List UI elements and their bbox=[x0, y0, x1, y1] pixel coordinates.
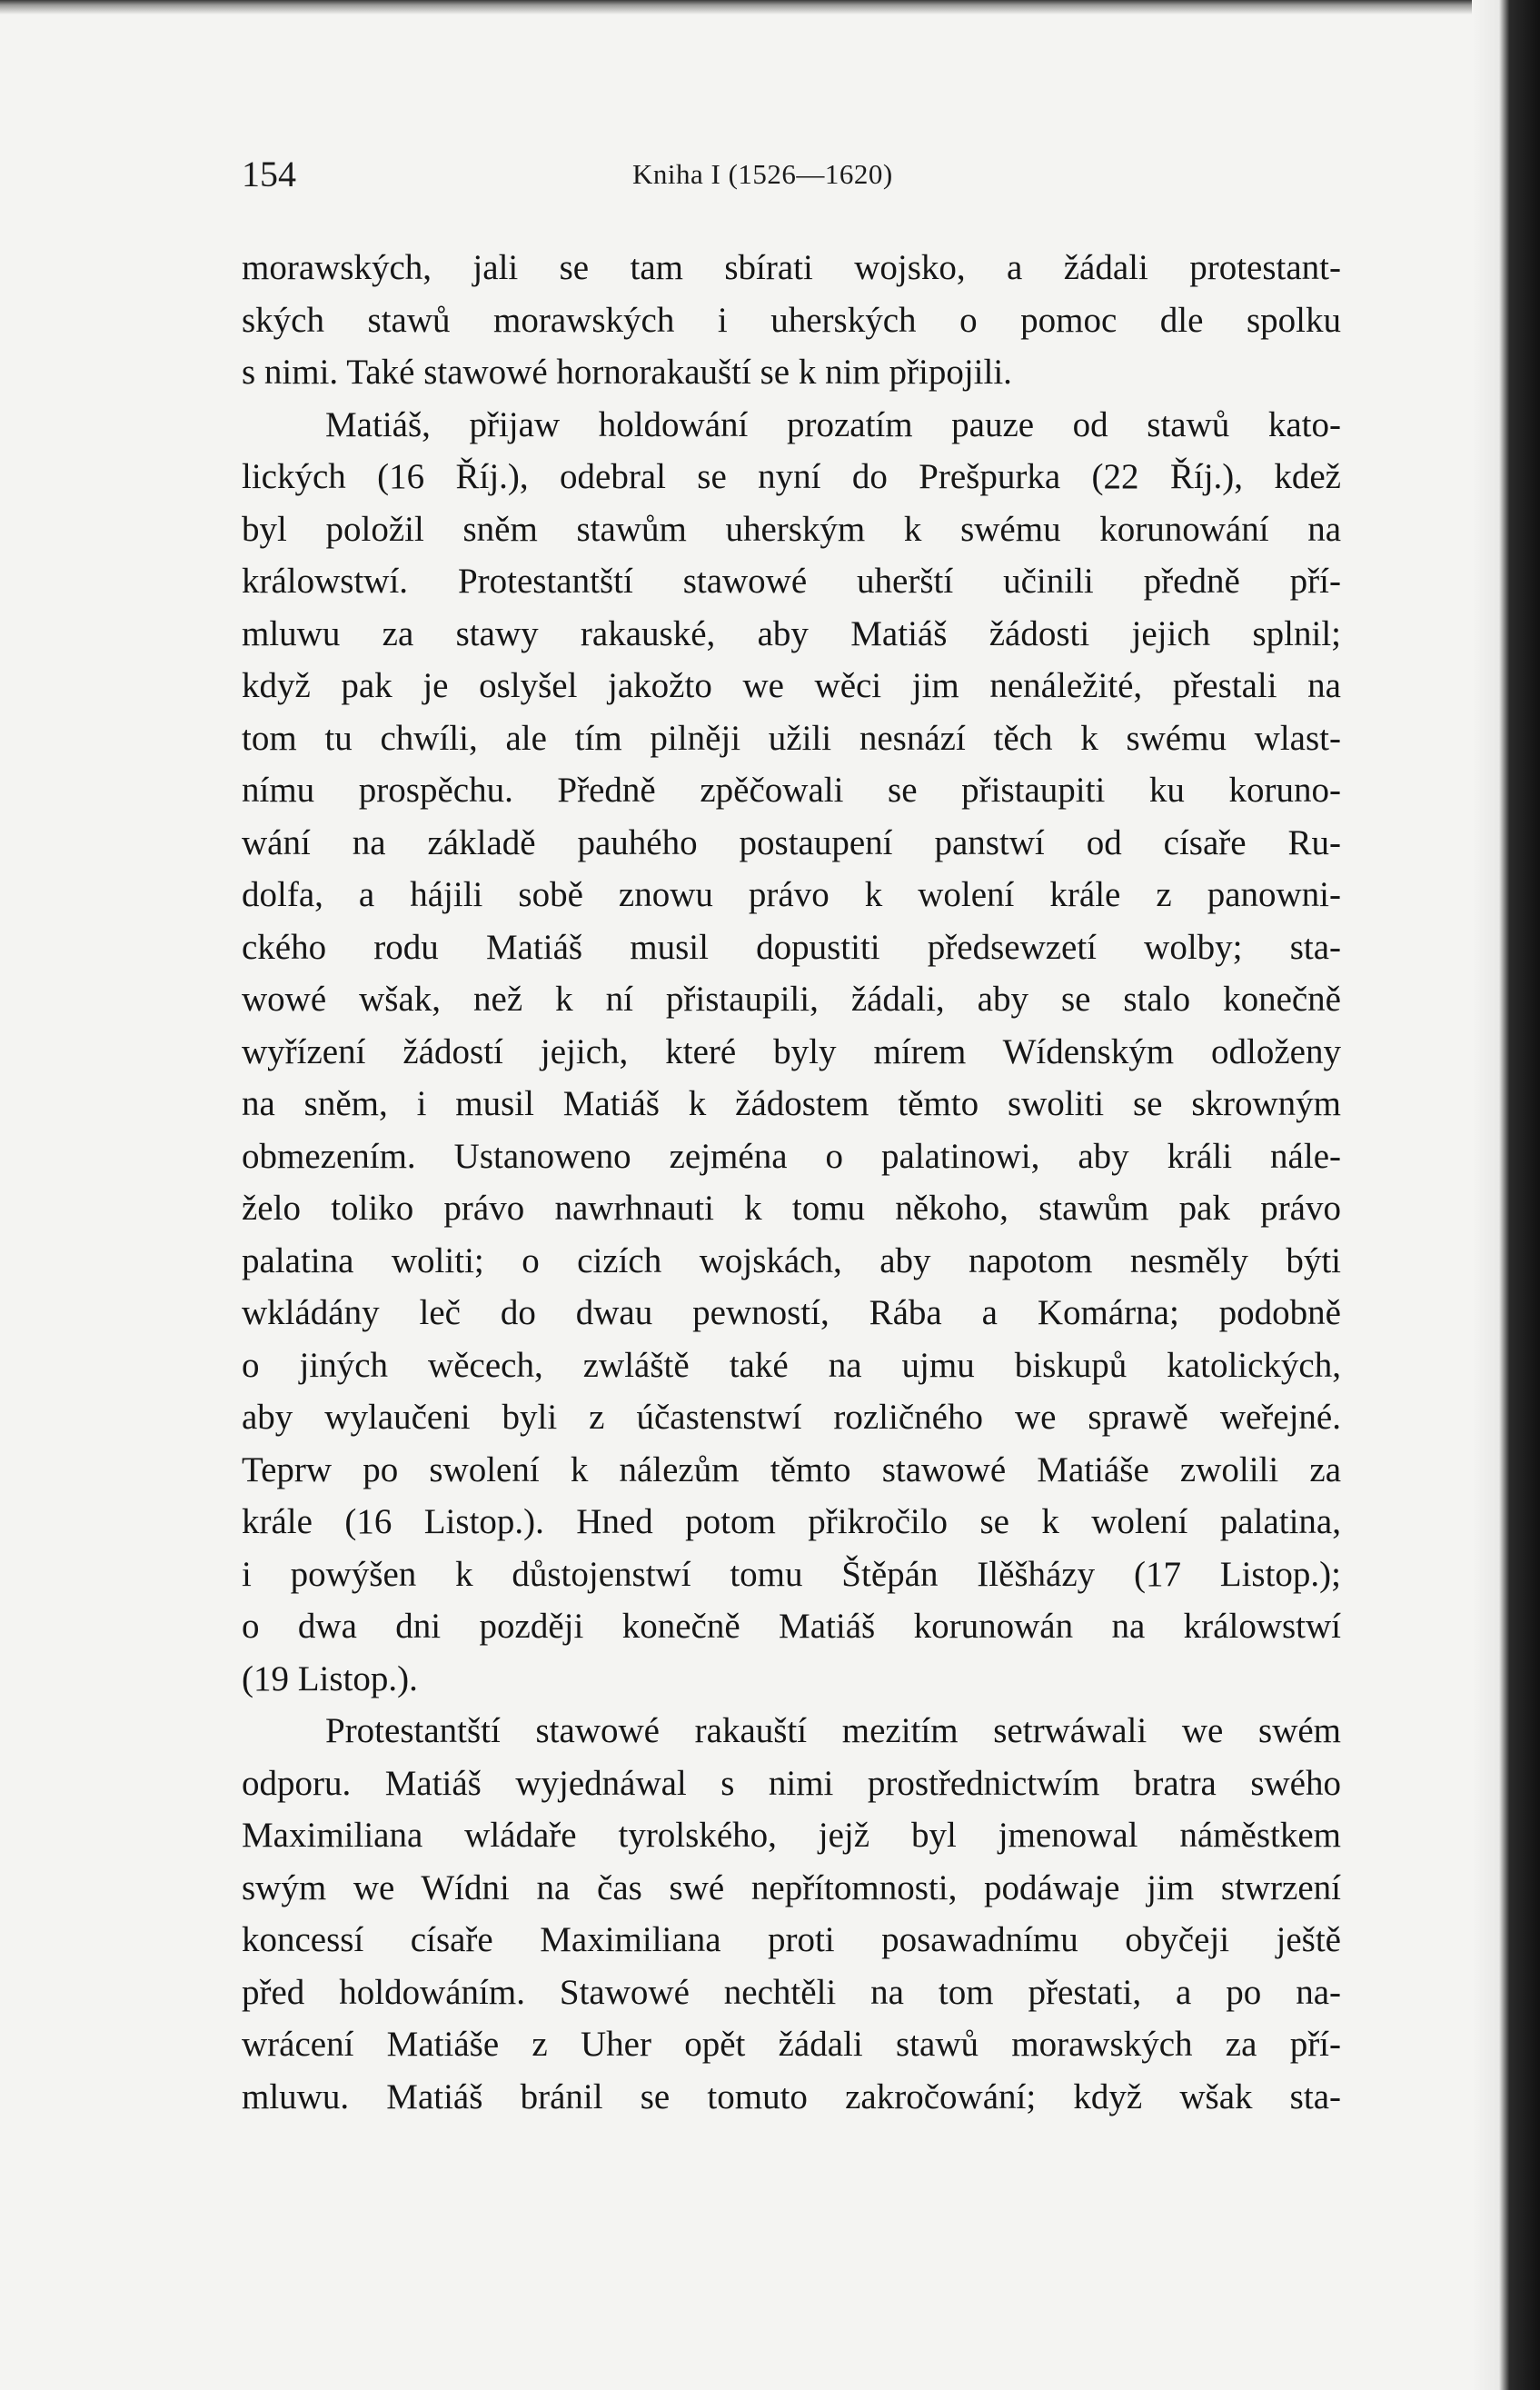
text-line: Protestantští stawowé rakauští mezitím setrwáwali we swém bbox=[325, 1711, 1341, 1750]
text-line: ckého rodu Matiáš musil dopustiti předsewzetí wolby; sta- bbox=[242, 927, 1341, 967]
text-line: o dwa dni později konečně Matiáš korunowán na králowstwí bbox=[242, 1607, 1341, 1646]
text-line: o jiných wěcech, zwláště také na ujmu biskupů katolických, bbox=[242, 1345, 1341, 1385]
body-text bbox=[242, 242, 1341, 2123]
text-line: před holdowáním. Stawowé nechtěli na tom přestati, a po na- bbox=[242, 1972, 1341, 2012]
text-line: Matiáš, přijaw holdowání prozatím pauze od stawů kato- bbox=[325, 404, 1341, 444]
text-line: lických (16 Říj.), odebral se nyní do Prešpurka (22 Říj.), kdež bbox=[242, 457, 1341, 496]
text-line: ských stawů morawských i uherských o pomoc dle spolku bbox=[242, 300, 1341, 340]
text-line: krále (16 Listop.). Hned potom přikročilo se k wolení palatina, bbox=[242, 1502, 1341, 1541]
text-line: králowstwí. Protestantští stawowé uherští učinili předně pří- bbox=[242, 562, 1341, 601]
text-line: tom tu chwíli, ale tím pilněji užili nesnází těch k swému wlast- bbox=[242, 718, 1341, 758]
text-line: wowé wšak, než k ní přistaupili, žádali, aby se stalo konečně bbox=[242, 980, 1341, 1019]
text-line: Teprw po swolení k nálezům těmto stawowé Matiáše zwolili za bbox=[242, 1449, 1341, 1489]
text-line: nímu prospěchu. Předně zpěčowali se přistaupiti ku koruno- bbox=[242, 771, 1341, 810]
text-line: swým we Wídni na čas swé nepřítomnosti, podáwaje jim stwrzení bbox=[242, 1867, 1341, 1907]
text-line: wání na základě pauhého postaupení panstwí od císaře Ru- bbox=[242, 822, 1341, 862]
page-header bbox=[242, 153, 1341, 207]
text-line: palatina woliti; o cizích wojskách, aby napotom nesměly býti bbox=[242, 1240, 1341, 1280]
text-line: morawských, jali se tam sbírati wojsko, a žádali protestant- bbox=[242, 248, 1341, 287]
running-head: Kniha I (1526—1620) bbox=[632, 158, 893, 190]
text-line: byl položil sněm stawům uherským k swému korunowání na bbox=[242, 509, 1341, 549]
text-line: i powýšen k důstojenstwí tomu Štěpán Ilěšházy (17 Listop.); bbox=[242, 1554, 1341, 1594]
text-line: wkládány leč do dwau pewností, Rába a Komárna; podobně bbox=[242, 1293, 1341, 1332]
text-line: obmezením. Ustanoweno zejména o palatinowi, aby králi nále- bbox=[242, 1136, 1341, 1176]
text-line: dolfa, a hájili sobě znowu právo k wolení krále z panowni- bbox=[242, 875, 1341, 914]
text-line: želo toliko právo nawrhnauti k tomu někoho, stawům pak právo bbox=[242, 1189, 1341, 1228]
text-line: wyřízení žádostí jejich, které byly mírem Wídenským odloženy bbox=[242, 1031, 1341, 1071]
text-line: koncessí císaře Maximiliana proti posawadnímu obyčeji ještě bbox=[242, 1920, 1341, 1959]
page-top-shadow bbox=[0, 0, 1490, 15]
text-line: mluwu. Matiáš bránil se tomuto zakročowání; když wšak sta- bbox=[242, 2076, 1341, 2116]
text-line: mluwu za stawy rakauské, aby Matiáš žádosti jejich splnil; bbox=[242, 613, 1341, 653]
text-line: s nimi. Také stawowé hornorakauští se k nim připojili. bbox=[242, 353, 1012, 392]
text-line: (19 Listop.). bbox=[242, 1658, 418, 1698]
text-line: aby wylaučeni byli z účastenstwí rozličného we sprawě weřejné. bbox=[242, 1398, 1341, 1437]
page-number: 154 bbox=[242, 154, 296, 194]
text-line: wrácení Matiáše z Uher opět žádali stawů morawských za pří- bbox=[242, 2025, 1341, 2064]
text-line: Maximiliana wládaře tyrolského, jejž byl jmenowal náměstkem bbox=[242, 1816, 1341, 1855]
text-line: když pak je oslyšel jakožto we wěci jim nenáležité, přestali na bbox=[242, 666, 1341, 705]
text-line: na sněm, i musil Matiáš k žádostem těmto swoliti se skrowným bbox=[242, 1084, 1341, 1123]
page-right-edge bbox=[1472, 0, 1540, 2390]
text-line: odporu. Matiáš wyjednáwal s nimi prostřednictwím bratra swého bbox=[242, 1763, 1341, 1803]
